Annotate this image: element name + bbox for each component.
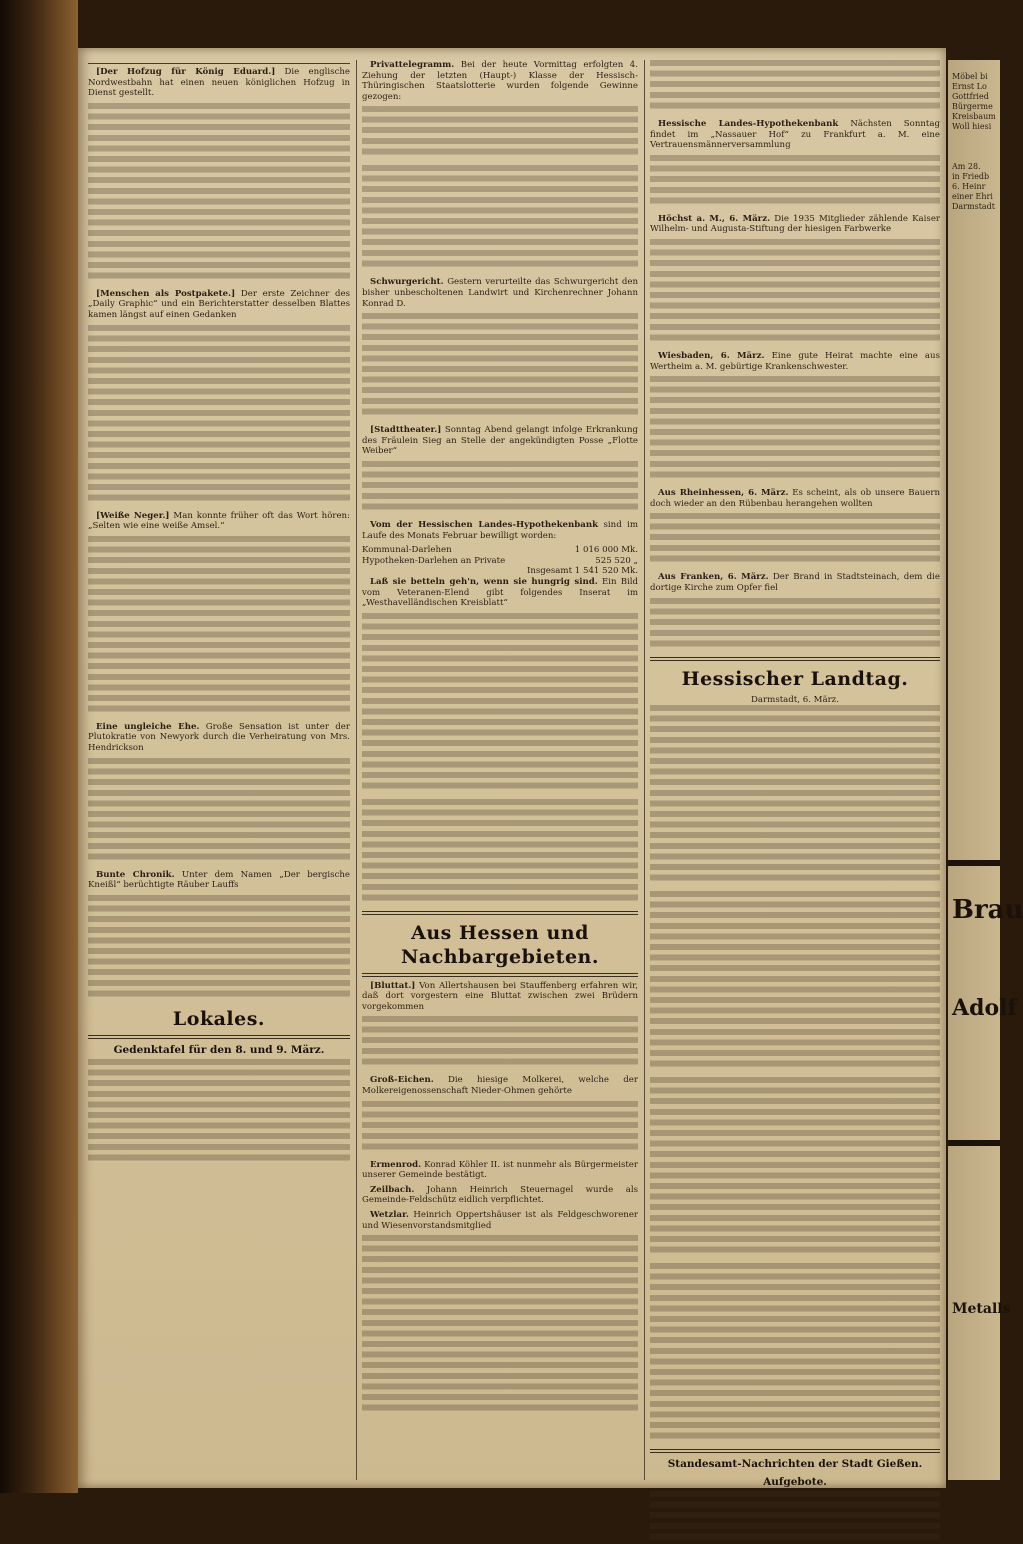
- aufgebote-heading: Aufgebote.: [763, 1476, 827, 1489]
- next-page-fragment: [952, 72, 1000, 212]
- ad-fragment: Metalls: [952, 1301, 1011, 1317]
- landtag-body-placeholder: [650, 891, 940, 1071]
- column-left: [88, 60, 350, 1480]
- ad-fragment: Brau: [952, 895, 1023, 925]
- article-heading: Aus Franken, 6. März.: [658, 572, 769, 583]
- ad-border: [948, 860, 1000, 866]
- article: [650, 119, 940, 151]
- loan-amount: 1 016 000 Mk.: [574, 545, 638, 556]
- article-body-placeholder: [362, 313, 638, 419]
- article: [88, 511, 350, 532]
- article-body-placeholder: [650, 155, 940, 208]
- article-body-placeholder: [650, 513, 940, 566]
- article-lead: Heinrich Oppertshäuser ist als Feldgeschworener und Wiesenvorstandsmitglied: [362, 1210, 639, 1231]
- article-heading: Ermenrod.: [370, 1159, 422, 1170]
- adjacent-page-edge: [948, 60, 1023, 1480]
- article-body-placeholder: [650, 239, 940, 345]
- article-heading: Wetzlar.: [370, 1210, 409, 1221]
- loan-label: Hypotheken-Darlehen an Private: [362, 555, 506, 566]
- article: [650, 488, 940, 509]
- double-rule: [362, 973, 638, 977]
- gedenktafel-body-placeholder: [88, 1059, 350, 1165]
- article-lead: Man konnte früher oft das Wort hören: „Selten wie eine weiße Amsel.“: [88, 510, 350, 532]
- divider: [88, 63, 350, 64]
- article-lead: Unter dem Namen „Der bergische Kneißl“ berüchtigte Räuber Lauffs: [88, 869, 351, 891]
- article: [362, 1160, 638, 1181]
- article: [362, 577, 638, 609]
- article-heading: Vom der Hessischen Landes-Hypothekenbank: [370, 519, 599, 530]
- article-lead: Es scheint, als ob unsere Bauern doch wieder an den Rübenbau herangehen wollten: [650, 488, 940, 509]
- article: [650, 214, 940, 235]
- article-heading: [Weiße Neger.]: [96, 510, 170, 521]
- article-lead: Der Brand in Stadtsteinach, dem die dortige Kirche zum Opfer fiel: [650, 572, 940, 593]
- fragment-line: einer Ehri: [952, 192, 993, 201]
- ad-fragment: Adolf: [952, 995, 1017, 1021]
- article-lead: Die 1935 Mitglieder zählende Kaiser Wilhelm- und Augusta-Stiftung der hiesigen Farbwerke: [650, 213, 941, 235]
- double-rule: [650, 1449, 940, 1453]
- article-heading: Zeilbach.: [370, 1184, 415, 1195]
- fragment-line: Bürgerme: [952, 102, 993, 111]
- gedenktafel-heading: Gedenktafel für den 8. und 9. März.: [113, 1043, 325, 1056]
- landtag-body-placeholder: [650, 1263, 940, 1443]
- article: [362, 425, 638, 457]
- article-heading: Bunte Chronik.: [96, 869, 175, 880]
- loan-total-label: Insgesamt: [526, 566, 573, 577]
- section-title-landtag: Hessischer Landtag.: [681, 667, 909, 690]
- double-rule: [650, 657, 940, 661]
- article-body-placeholder: [362, 1235, 638, 1415]
- article-lead: Konrad Köhler II. ist nunmehr als Bürgermeister unserer Gemeinde bestätigt.: [362, 1159, 638, 1181]
- landtag-body-placeholder: [650, 705, 940, 885]
- article-lead: Johann Heinrich Steuernagel wurde als Gemeinde-Feldschütz eidlich verpflichtet.: [362, 1184, 639, 1206]
- article: [362, 1075, 638, 1096]
- fragment-line: in Friedb: [952, 172, 990, 181]
- article: [362, 981, 638, 1013]
- fragment-line: Am 28.: [952, 162, 981, 171]
- article: [362, 60, 638, 102]
- column-middle: [362, 60, 638, 1480]
- article: [88, 67, 350, 99]
- fragment-line: Ernst Lo: [952, 82, 987, 91]
- article-lead: Große Sensation ist unter der Plutokratie von Newyork durch die Verheiratung von Mrs. Hendrickson: [88, 721, 350, 753]
- article-lead: Bei der heute Vormittag erfolgten 4. Ziehung der letzten (Haupt-) Klasse der Hessisch-Thüringischen Staatslotterie wurden folgende Gewinne gezogen:: [362, 60, 638, 102]
- article-lead: Sonntag Abend gelangt infolge Erkrankung des Fräulein Sieg an Stelle der angekündigten Posse „Flotte Weiber“: [362, 425, 638, 457]
- article-body-placeholder: [650, 598, 940, 651]
- article-lead: Eine gute Heirat machte eine aus Wertheim a. M. gebürtige Krankenschwester.: [650, 350, 940, 372]
- article: [650, 572, 940, 593]
- article-lead: Die hiesige Molkerei, welche der Molkereigenossenschaft Nieder-Ohmen gehörte: [362, 1075, 638, 1097]
- column-right: [650, 60, 941, 1489]
- article-body-placeholder: [362, 1016, 638, 1069]
- lottery-results-placeholder: [362, 106, 638, 159]
- article-lead: Nächsten Sonntag findet im „Nassauer Hof“ zu Frankfurt a. M. eine Vertrauensmännerversammlung: [650, 119, 940, 151]
- article-body-placeholder: [88, 895, 350, 1001]
- double-rule: [88, 1035, 350, 1039]
- article-lead: sind im Laufe des Monats Februar bewilligt worden:: [362, 519, 639, 541]
- fragment-line: 6. Heinr: [952, 182, 986, 191]
- article: [362, 1185, 638, 1206]
- article: [362, 1210, 638, 1231]
- article-heading: Höchst a. M., 6. März.: [658, 213, 771, 224]
- article-body-placeholder: [650, 376, 940, 482]
- article: [362, 520, 638, 541]
- loan-total: [362, 566, 638, 577]
- article: [650, 351, 940, 372]
- article: [88, 870, 350, 891]
- article-body-placeholder: [362, 799, 638, 905]
- standesamt-heading: Standesamt-Nachrichten der Stadt Gießen.: [667, 1458, 923, 1471]
- article: [362, 277, 638, 309]
- article-lead: Die englische Nordwestbahn hat einen neuen königlichen Hofzug in Dienst gestellt.: [88, 67, 350, 99]
- article-body-placeholder: [362, 461, 638, 514]
- article-body-placeholder: [88, 758, 350, 864]
- ad-border: [948, 1140, 1000, 1146]
- column-rule: [644, 60, 645, 1480]
- loan-label: Kommunal-Darlehen: [362, 545, 452, 556]
- article-heading: [Der Hofzug für König Eduard.]: [96, 67, 276, 77]
- article-body-placeholder: [88, 536, 350, 716]
- article-body-placeholder: [362, 165, 638, 271]
- fragment-line: Darmstadt: [952, 202, 996, 211]
- article-heading: [Menschen als Postpakete.]: [96, 288, 236, 299]
- double-rule: [362, 911, 638, 915]
- loan-total-amount: 1 541 520 Mk.: [574, 566, 638, 577]
- article-lead: Der erste Zeichner des „Daily Graphic“ und ein Berichterstatter desselben Blattes kamen längst auf einen Gedanken: [88, 288, 350, 320]
- article-heading: Groß-Eichen.: [370, 1075, 434, 1086]
- article-body-placeholder: [88, 325, 350, 505]
- article-heading: [Bluttat.]: [370, 980, 416, 991]
- article-heading: Wiesbaden, 6. März.: [658, 350, 765, 361]
- landtag-body-placeholder: [650, 1077, 940, 1257]
- fragment-line: Kreisbaum: [952, 112, 996, 121]
- article-lead: Von Allertshausen bei Stauffenberg erfahren wir, daß dort vorgestern eine Bluttat zwischen zwei Brüdern vorgekommen: [362, 980, 638, 1012]
- loan-amount: 525 520 „: [595, 555, 638, 566]
- fragment-line: Möbel bi: [952, 72, 988, 81]
- binding-gutter: [0, 0, 78, 1493]
- fragment-line: Woll hiesi: [952, 122, 992, 131]
- article-heading: [Stadttheater.]: [370, 425, 442, 436]
- article: [88, 722, 350, 754]
- article: [88, 289, 350, 321]
- article-heading: Eine ungleiche Ehe.: [96, 721, 200, 732]
- article-body-placeholder: [88, 103, 350, 283]
- column-rule: [356, 60, 357, 1480]
- loan-row: [362, 545, 638, 556]
- article-body-placeholder: [650, 60, 940, 113]
- section-title-hessen: Aus Hessen und Nachbargebieten.: [401, 921, 599, 968]
- fragment-line: Gottfried: [952, 92, 989, 101]
- article-heading: Aus Rheinhessen, 6. März.: [658, 488, 789, 499]
- aufgebote-body-placeholder: [650, 1491, 940, 1544]
- article-heading: Schwurgericht.: [370, 277, 444, 288]
- article-lead: Gestern verurteilte das Schwurgericht den bisher unbescholtenen Landwirt und Kirchenrechner Johann Konrad D.: [362, 277, 639, 309]
- article-body-placeholder: [362, 613, 638, 793]
- section-title-lokales: Lokales.: [172, 1007, 266, 1030]
- article-heading: Hessische Landes-Hypothekenbank: [658, 119, 839, 129]
- article-heading: Laß sie betteln geh'n, wenn sie hungrig sind.: [370, 576, 598, 587]
- article-heading: Privattelegramm.: [370, 60, 455, 70]
- loan-row: [362, 556, 638, 567]
- article-body-placeholder: [362, 1101, 638, 1154]
- landtag-dateline: Darmstadt, 6. März.: [751, 694, 839, 705]
- article-lead: Ein Bild vom Veteranen-Elend gibt folgendes Inserat im „Westhavelländischen Kreisblatt“: [362, 576, 639, 609]
